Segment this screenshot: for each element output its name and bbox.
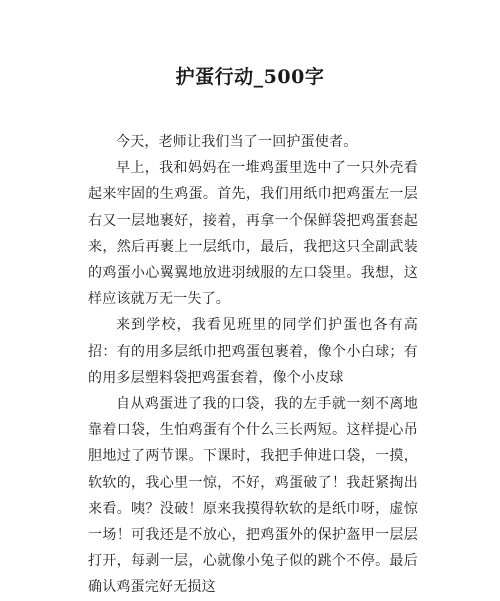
paragraph: 早上，我和妈妈在一堆鸡蛋里选中了一只外壳看起来牢固的生鸡蛋。首先，我们用纸巾把鸡蛋左一层右又一层地裹好，接着，再拿一个保鲜袋把鸡蛋套起来，然后再裹上一层纸巾，最后，我把这只全副武装的鸡蛋小心翼翼地放进羽绒服的左口袋里。我想，这样应该就万无一失了。 <box>88 160 418 308</box>
paragraph: 来到学校，我看见班里的同学们护蛋也各有高招：有的用多层纸巾把鸡蛋包裹着，像个小白球；有的用多层塑料袋把鸡蛋套着，像个小皮球 <box>88 317 418 386</box>
document-body <box>88 129 418 601</box>
paragraph: 今天，老师让我们当了一回护蛋使者。 <box>116 134 358 150</box>
document-title: 护蛋行动_500字 <box>175 66 325 88</box>
paragraph: 自从鸡蛋进了我的口袋，我的左手就一刻不离地靠着口袋，生怕鸡蛋有个什么三长两短。这样提心吊胆地过了两节课。下课时，我把手伸进口袋，一摸，软软的，我心里一惊，不好，鸡蛋破了！我赶紧掏出来看。咦？没破！原来我摸得软软的是纸巾呀，虚惊一场！可我还是不放心，把鸡蛋外的保护盔甲一层层打开，每剥一层，心就像小兔子似的跳个不停。最后确认鸡蛋完好无损这 <box>88 396 418 596</box>
